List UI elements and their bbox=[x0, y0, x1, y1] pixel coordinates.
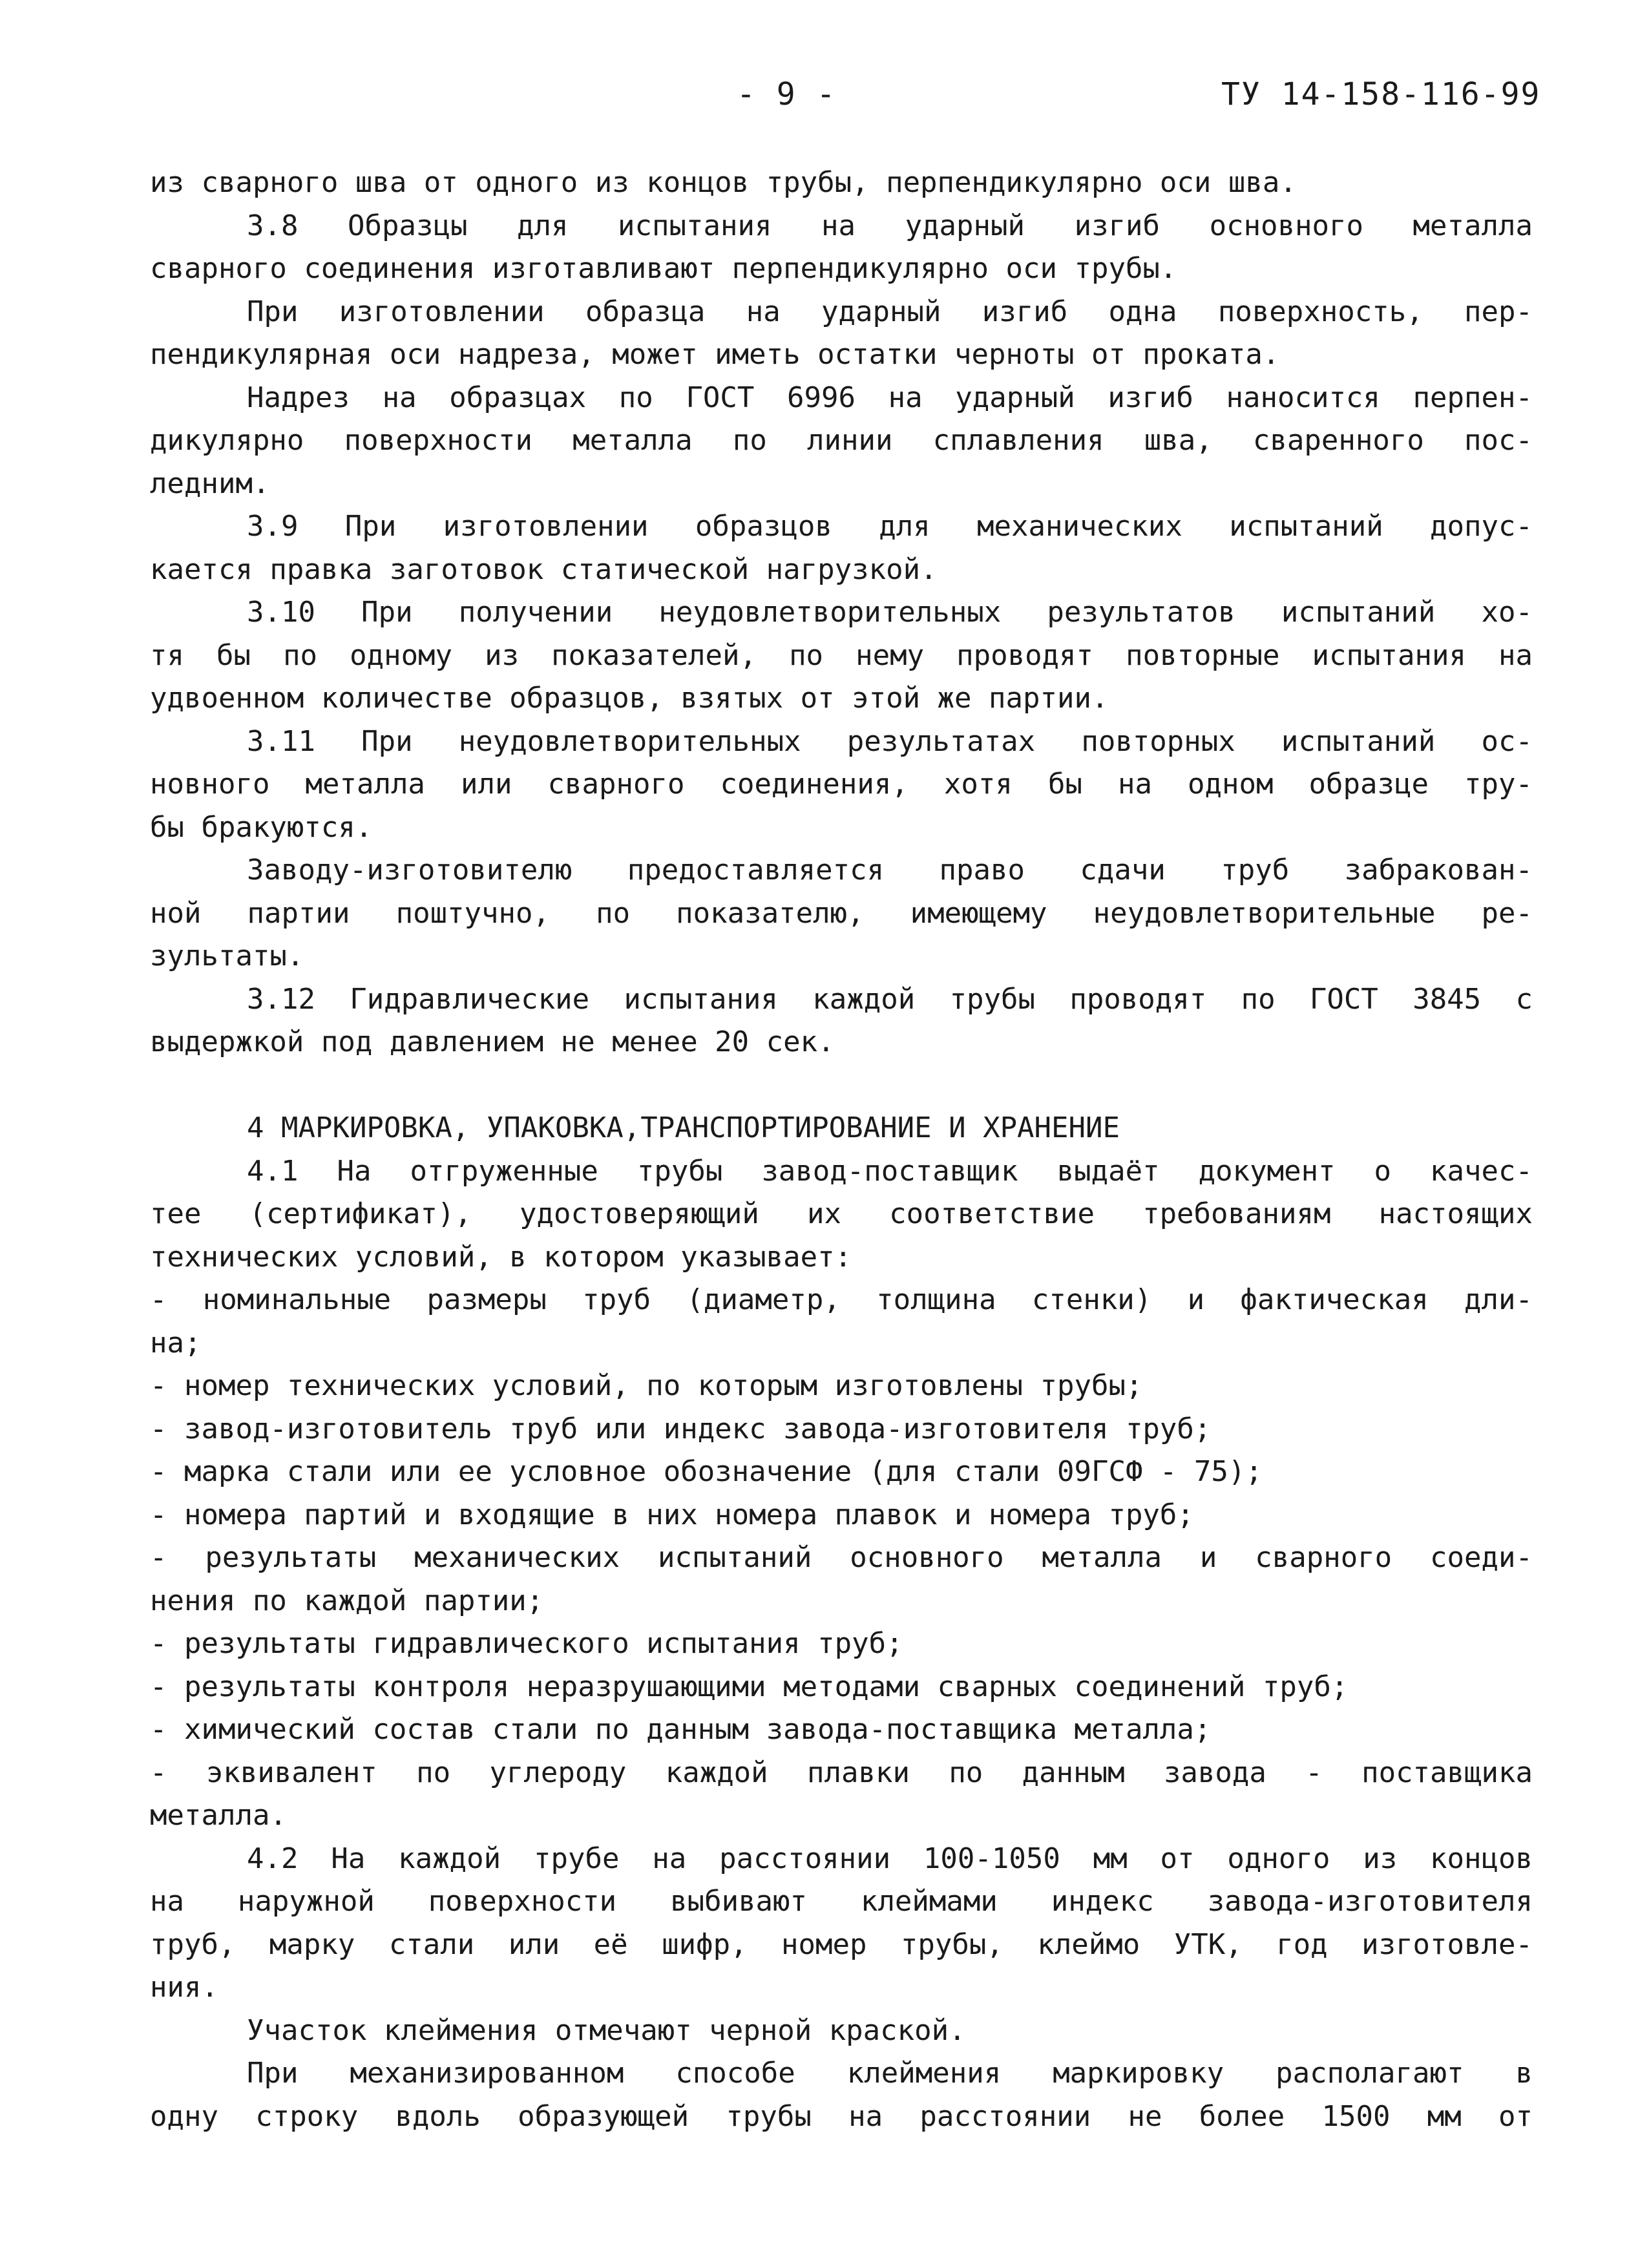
text-line: сварного соединения изготавливают перпендикулярно оси трубы. bbox=[150, 252, 1177, 285]
text-line: технических условий, в котором указывает: bbox=[150, 1240, 852, 1274]
text-line: Надрез на образцах по ГОСТ 6996 на ударный изгиб наносится перпен- bbox=[247, 381, 1533, 414]
text-line: - номера партий и входящие в них номера плавок и номера труб; bbox=[150, 1498, 1194, 1531]
text-line: - результаты механических испытаний основного металла и сварного соеди- bbox=[150, 1541, 1533, 1574]
text-line: 3.11 При неудовлетворительных результатах повторных испытаний ос- bbox=[247, 724, 1533, 758]
text-line: выдержкой под давлением не менее 20 сек. bbox=[150, 1025, 835, 1058]
text-line: - марка стали или ее условное обозначение (для стали 09ГСФ - 75); bbox=[150, 1455, 1263, 1488]
text-line: ния. bbox=[150, 1971, 218, 2004]
text-line: 3.10 При получении неудовлетворительных результатов испытаний хо- bbox=[247, 596, 1533, 629]
text-line: на; bbox=[150, 1326, 202, 1360]
page-number: - 9 - bbox=[737, 76, 837, 112]
text-line: Участок клеймения отмечают черной краской. bbox=[247, 2013, 966, 2047]
text-line: 4.1 На отгруженные трубы завод-поставщик выдаёт документ о качес- bbox=[247, 1154, 1533, 1188]
text-line: - эквивалент по углероду каждой плавки по данным завода - поставщика bbox=[150, 1756, 1533, 1789]
text-line: 3.12 Гидравлические испытания каждой трубы проводят по ГОСТ 3845 с bbox=[247, 982, 1533, 1016]
body-text bbox=[150, 162, 1533, 2138]
text-line: дикулярно поверхности металла по линии сплавления шва, сваренного пос- bbox=[150, 424, 1533, 457]
text-line: тее (сертификат), удостоверяющий их соответствие требованиям настоящих bbox=[150, 1197, 1533, 1230]
text-line: При механизированном способе клеймения маркировку располагают в bbox=[247, 2057, 1533, 2090]
text-line: металла. bbox=[150, 1799, 287, 1832]
text-line: новного металла или сварного соединения, хотя бы на одном образце тру- bbox=[150, 768, 1533, 801]
document-code: ТУ 14-158-116-99 bbox=[1221, 76, 1541, 112]
text-line: 3.9 При изготовлении образцов для механических испытаний допус- bbox=[247, 510, 1533, 543]
text-line: зультаты. bbox=[150, 940, 304, 972]
text-line: 4 МАРКИРОВКА, УПАКОВКА,ТРАНСПОРТИРОВАНИЕ И ХРАНЕНИЕ bbox=[247, 1111, 1120, 1144]
text-line: - номер технических условий, по которым изготовлены трубы; bbox=[150, 1369, 1143, 1402]
text-line: пендикулярная оси надреза, может иметь остатки черноты от проката. bbox=[150, 338, 1280, 371]
text-line: из сварного шва от одного из концов трубы, перпендикулярно оси шва. bbox=[150, 166, 1297, 199]
text-line: - химический состав стали по данным завода-поставщика металла; bbox=[150, 1713, 1212, 1746]
text-line: труб, марку стали или её шифр, номер трубы, клеймо УТК, год изготовле- bbox=[150, 1927, 1533, 1961]
text-line: тя бы по одному из показателей, по нему проводят повторные испытания на bbox=[150, 638, 1533, 672]
text-line: Заводу-изготовителю предоставляется право сдачи труб забракован- bbox=[247, 854, 1533, 887]
text-line: одну строку вдоль образующей трубы на расстоянии не более 1500 мм от bbox=[150, 2099, 1533, 2133]
text-line: - результаты гидравлического испытания труб; bbox=[150, 1627, 903, 1660]
text-line: - завод-изготовитель труб или индекс завода-изготовителя труб; bbox=[150, 1412, 1212, 1445]
text-line: бы бракуются. bbox=[150, 810, 373, 844]
text-line: ледним. bbox=[150, 467, 270, 500]
text-line: 4.2 На каждой трубе на расстоянии 100-1050 мм от одного из концов bbox=[247, 1842, 1533, 1875]
text-line: ной партии поштучно, по показателю, имеющему неудовлетворительные ре- bbox=[150, 896, 1533, 930]
blank-line bbox=[150, 1064, 1533, 1108]
text-line: При изготовлении образца на ударный изгиб одна поверхность, пер- bbox=[247, 295, 1533, 328]
text-line: - номинальные размеры труб (диаметр, толщина стенки) и фактическая дли- bbox=[150, 1283, 1533, 1316]
text-line: удвоенном количестве образцов, взятых от этой же партии. bbox=[150, 682, 1109, 715]
text-line: - результаты контроля неразрушающими методами сварных соединений труб; bbox=[150, 1670, 1349, 1703]
text-line: нения по каждой партии; bbox=[150, 1584, 544, 1617]
text-line: кается правка заготовок статической нагрузкой. bbox=[150, 552, 938, 586]
text-line: на наружной поверхности выбивают клеймами индекс завода-изготовителя bbox=[150, 1885, 1533, 1918]
text-line: 3.8 Образцы для испытания на ударный изгиб основного металла bbox=[247, 209, 1533, 242]
